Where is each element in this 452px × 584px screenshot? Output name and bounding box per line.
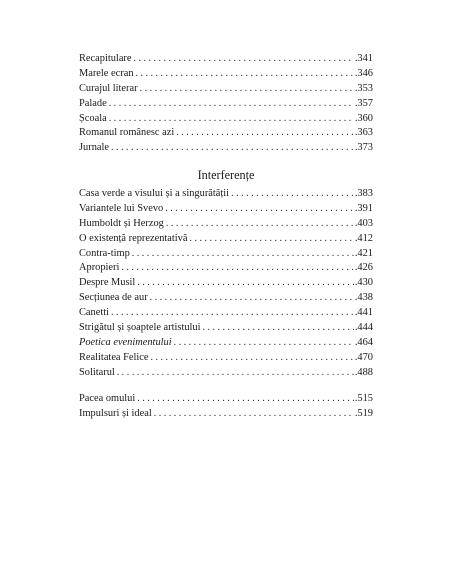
toc-entry-title: Palade	[79, 97, 107, 109]
toc-entry	[79, 247, 373, 262]
toc-leader-dots	[132, 247, 354, 262]
toc-group-1	[79, 52, 373, 156]
toc-entry	[79, 261, 373, 276]
toc-entry-page: .438	[354, 292, 373, 304]
toc-entry-title: Contra-timp	[79, 247, 130, 259]
section-heading: Interferențe	[197, 168, 255, 182]
toc-entry	[79, 291, 373, 306]
toc-entry-title: Realitatea Felice	[79, 351, 149, 363]
toc-entry	[79, 407, 373, 422]
toc-entry-page: .391	[354, 202, 373, 214]
toc-entry	[79, 112, 373, 127]
toc-entry-title: Humboldt și Herzog	[79, 217, 164, 229]
toc-entry-title: Recapitulare	[79, 53, 132, 64]
toc-entry-page: .357	[354, 97, 373, 109]
toc-entry-title: Marele ecran	[79, 67, 134, 79]
toc-entry-page: .470	[354, 351, 373, 363]
toc-entry-title: Pacea omului	[79, 393, 136, 404]
toc-entry-page: .360	[354, 112, 373, 124]
toc-leader-dots	[109, 97, 354, 112]
toc-entry-page: .515	[354, 393, 373, 404]
toc-entry	[79, 52, 373, 67]
toc-leader-dots	[151, 351, 354, 366]
toc-entry-title: Impulsuri și ideal	[79, 407, 152, 419]
toc-entry	[79, 366, 373, 381]
toc-leader-dots	[189, 232, 353, 247]
toc-leader-dots	[134, 52, 354, 67]
toc-entry-page: .412	[354, 232, 373, 244]
toc-entry	[79, 392, 373, 407]
toc-entry-page: .426	[354, 262, 373, 274]
toc-entry-page: .441	[354, 307, 373, 319]
toc-leader-dots	[231, 187, 354, 202]
toc-entry-title: Romanul românesc azi	[79, 127, 175, 139]
toc-leader-dots	[203, 321, 354, 336]
toc-entry-page: .519	[354, 407, 373, 419]
toc-entry-title: O existență reprezentativă	[79, 232, 188, 244]
toc-entry	[79, 217, 373, 232]
toc-leader-dots	[111, 306, 354, 321]
toc-leader-dots	[154, 407, 354, 422]
toc-entry	[79, 351, 373, 366]
toc-entry-title: Secțiunea de aur	[79, 292, 148, 304]
toc-entry-page: .353	[354, 82, 373, 94]
toc-entry	[79, 232, 373, 247]
toc-leader-dots	[174, 336, 354, 351]
toc-entry	[79, 97, 373, 112]
toc-entry-page: .346	[354, 67, 373, 79]
toc-leader-dots	[165, 202, 354, 217]
toc-entry-page: .383	[354, 188, 373, 199]
toc-entry	[79, 187, 373, 202]
toc-leader-dots	[117, 366, 354, 381]
toc-leader-dots	[109, 112, 354, 127]
toc-leader-dots	[176, 126, 354, 141]
toc-entry	[79, 82, 373, 97]
toc-leader-dots	[111, 141, 354, 156]
toc-leader-dots	[121, 261, 353, 276]
toc-entry-title: Curajul literar	[79, 82, 138, 94]
toc-entry-title: Casa verde a visului și a singurătății	[79, 188, 230, 199]
toc-entry-page: .341	[354, 53, 373, 64]
toc-entry-title: Jurnale	[79, 142, 110, 154]
toc-entry-page: .464	[354, 336, 373, 348]
toc-entry-title: Poetica evenimentului	[79, 336, 172, 348]
toc-leader-dots	[137, 276, 354, 291]
toc-entry-title: Școala	[79, 112, 107, 124]
toc-entry	[79, 321, 373, 336]
toc-entry-page: .421	[354, 247, 373, 259]
toc-entry-page: .430	[354, 277, 373, 289]
toc-entry-title: Solitarul	[79, 366, 115, 378]
toc-entry	[79, 67, 373, 82]
toc-entry-page: .444	[354, 322, 373, 334]
toc-entry	[79, 141, 373, 156]
toc-leader-dots	[150, 291, 354, 306]
toc-group-3	[79, 392, 373, 422]
toc-entry-title: Apropieri	[79, 262, 120, 274]
toc-entry	[79, 306, 373, 321]
toc-leader-dots	[166, 217, 354, 232]
toc-entry-title: Variantele lui Svevo	[79, 202, 164, 214]
toc-entry-title: Canetti	[79, 307, 110, 319]
toc-entry-title: Strigătul și șoaptele artistului	[79, 322, 201, 334]
toc-entry-page: .373	[354, 142, 373, 154]
toc-group-2	[79, 187, 373, 381]
toc-leader-dots	[137, 392, 354, 407]
toc-entry	[79, 336, 373, 351]
toc-entry	[79, 126, 373, 141]
toc-entry-page: .363	[354, 127, 373, 139]
toc-entry-page: .403	[354, 217, 373, 229]
toc-entry-page: .488	[354, 366, 373, 378]
toc-leader-dots	[136, 67, 354, 82]
toc-entry	[79, 276, 373, 291]
toc-entry	[79, 202, 373, 217]
toc-entry-title: Despre Musil	[79, 277, 136, 289]
toc-leader-dots	[140, 82, 354, 97]
